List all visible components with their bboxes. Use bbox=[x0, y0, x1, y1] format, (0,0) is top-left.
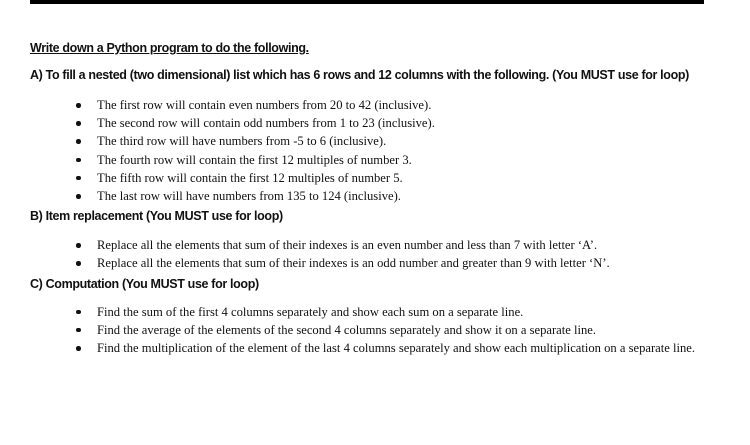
intro-heading: Write down a Python program to do the following. bbox=[30, 41, 309, 55]
list-item: The fourth row will contain the first 12 multiples of number 3. bbox=[76, 151, 710, 169]
section-a-list bbox=[30, 96, 710, 205]
section-b-heading: B) Item replacement (You MUST use for loop) bbox=[30, 209, 283, 224]
section-a-heading: A) To fill a nested (two dimensional) list which has 6 rows and 12 columns with the following. (You MUST use for loop) bbox=[30, 68, 689, 82]
list-item: Find the sum of the first 4 columns separately and show each sum on a separate line. bbox=[76, 303, 710, 321]
section-b-list bbox=[30, 236, 710, 272]
list-item: The fifth row will contain the first 12 multiples of number 5. bbox=[76, 169, 710, 187]
list-item: The last row will have numbers from 135 to 124 (inclusive). bbox=[76, 187, 710, 205]
list-item: Find the multiplication of the element of the last 4 columns separately and show each multiplication on a separate line. bbox=[76, 339, 710, 357]
list-item: The first row will contain even numbers from 20 to 42 (inclusive). bbox=[76, 96, 710, 114]
list-item: Find the average of the elements of the second 4 columns separately and show it on a separate line. bbox=[76, 321, 710, 339]
section-c-list bbox=[30, 303, 710, 358]
section-c-heading: C) Computation (You MUST use for loop) bbox=[30, 276, 259, 291]
list-item: The third row will have numbers from -5 to 6 (inclusive). bbox=[76, 132, 710, 150]
list-item: Replace all the elements that sum of their indexes is an even number and less than 7 with letter ‘A’. bbox=[76, 236, 710, 254]
top-border-bar bbox=[30, 0, 704, 4]
document-body bbox=[30, 40, 710, 357]
list-item: Replace all the elements that sum of their indexes is an odd number and greater than 9 with letter ‘N’. bbox=[76, 254, 710, 272]
list-item: The second row will contain odd numbers from 1 to 23 (inclusive). bbox=[76, 114, 710, 132]
